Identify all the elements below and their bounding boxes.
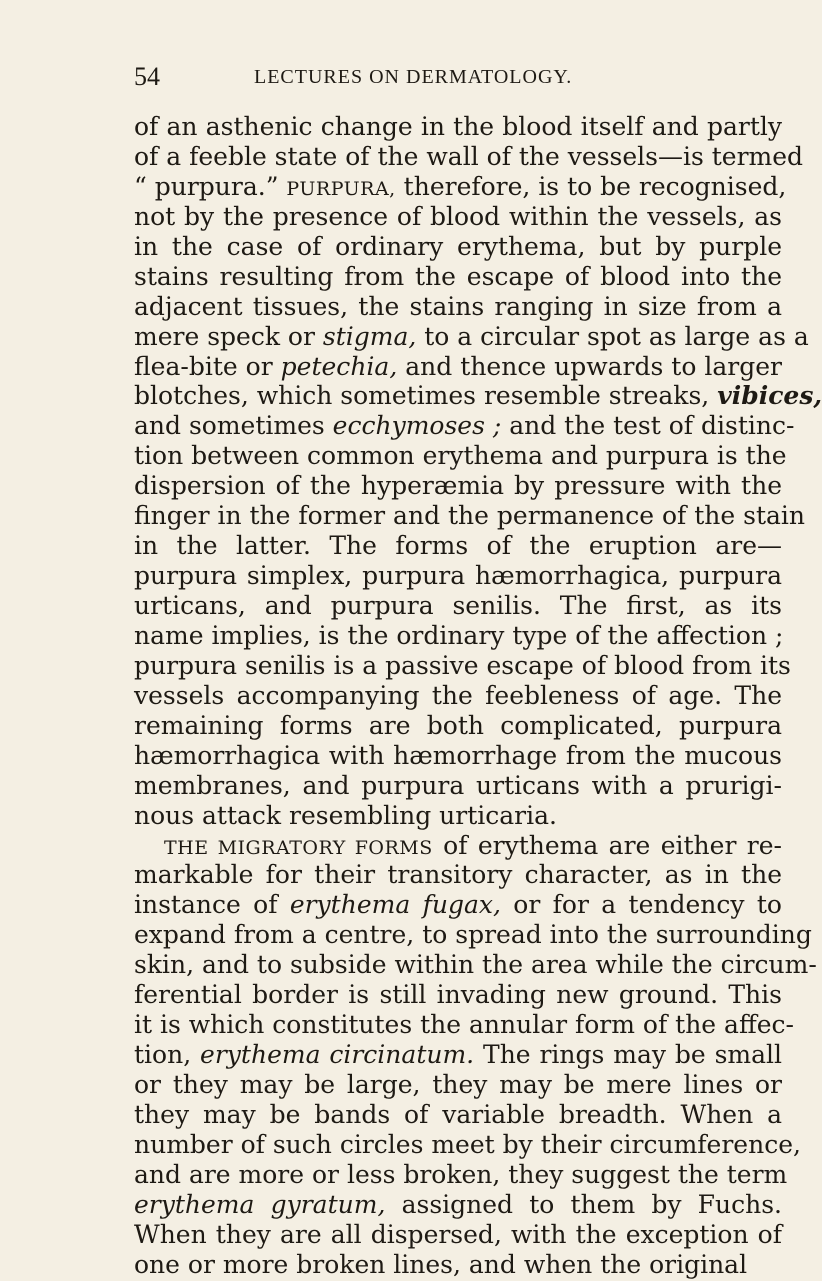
text-line — [134, 1010, 794, 1040]
line-text: hæmorrhagica with hæmorrhage from the mucous — [134, 740, 782, 770]
text-line — [134, 561, 782, 591]
line-text: they may be bands of variable breadth. When a — [134, 1099, 782, 1129]
line-text: purpura senilis is a passive escape of blood from its — [134, 650, 791, 680]
line-text: finger in the former and the permanence of the stain — [134, 501, 806, 531]
text-line — [134, 771, 782, 801]
text-line — [134, 681, 782, 711]
line-text: adjacent tissues, the stains ranging in size from a — [134, 291, 782, 321]
italic-term: stigma, — [322, 321, 417, 351]
text-line — [134, 1129, 801, 1160]
page-header — [134, 62, 692, 94]
italic-term: petechia, — [280, 351, 398, 381]
text-line — [134, 950, 817, 980]
text-line — [134, 171, 787, 202]
line-text: name implies, is the ordinary type of the affection ; — [134, 620, 784, 650]
line-text: instance of — [134, 890, 290, 920]
line-text: flea-bite or — [134, 351, 281, 381]
text-line — [134, 920, 812, 950]
line-text: urticans, and purpura senilis. The first, as its — [134, 591, 782, 620]
line-text: therefore, is to be recognised, — [395, 171, 787, 201]
line-text: number of such circles meet by their circumference, — [134, 1129, 801, 1159]
text-line — [134, 202, 782, 232]
running-head: LECTURES ON DERMATOLOGY. — [254, 66, 573, 88]
italic-term: erythema fugax, — [289, 890, 501, 920]
line-text: mere speck or — [134, 321, 323, 351]
line-text: dispersion of the hyperæmia by pressure with the — [134, 471, 782, 501]
line-text: in the case of ordinary erythema, but by purple — [134, 231, 782, 261]
text-line — [134, 292, 782, 322]
line-text: or for a tendency to — [500, 890, 782, 920]
text-line — [134, 980, 782, 1010]
text-line — [134, 801, 782, 831]
text-line — [134, 441, 787, 471]
line-text: ferential border is still invading new ground. This — [134, 980, 782, 1010]
line-text: of a feeble state of the wall of the vessels—is termed — [134, 141, 804, 171]
text-line — [134, 232, 782, 262]
text-line — [134, 1159, 788, 1190]
small-caps-term: PURPURA, — [286, 177, 396, 200]
bold-italic-term: vibices, — [717, 381, 822, 411]
line-text: and thence upwards to larger — [397, 351, 782, 381]
line-text: one or more broken lines, and when the original — [134, 1249, 748, 1279]
line-text: The rings may be small — [474, 1040, 783, 1070]
text-line — [134, 591, 782, 621]
text-line — [134, 890, 782, 920]
line-text: blotches, which sometimes resemble streaks, — [134, 381, 718, 411]
line-text: in the latter. The forms of the eruption are— — [134, 531, 782, 561]
text-line — [134, 1040, 782, 1070]
text-line — [134, 831, 782, 861]
line-text: and are more or less broken, they suggest the term — [134, 1159, 788, 1189]
line-text: markable for their transitory character, as in the — [134, 860, 782, 890]
text-line — [134, 1070, 782, 1100]
italic-term: ecchymoses ; — [332, 411, 502, 441]
text-line — [134, 141, 804, 172]
text-line — [134, 711, 782, 741]
line-text: vessels accompanying the feebleness of age. The — [134, 680, 782, 710]
line-text: not by the presence of blood within the vessels, as — [134, 201, 782, 231]
line-text: of erythema are either re- — [432, 830, 782, 860]
small-caps-term: THE MIGRATORY FORMS — [164, 836, 433, 859]
line-text: stains resulting from the escape of blood into the — [134, 261, 782, 291]
line-text: to a circular spot as large as a — [416, 321, 809, 351]
text-line — [134, 650, 791, 681]
line-text: expand from a centre, to spread into the surrounding — [134, 920, 812, 950]
line-text: nous attack resembling urticaria. — [134, 800, 557, 830]
line-text: or they may be large, they may be mere lines or — [134, 1070, 782, 1099]
text-line — [134, 531, 782, 561]
text-line — [134, 352, 782, 382]
text-line — [134, 860, 782, 890]
line-text: and sometimes — [134, 411, 333, 441]
line-text: it is which constitutes the annular form of the affec- — [134, 1010, 794, 1040]
text-line — [134, 741, 782, 771]
line-text: and the test of distinc- — [501, 411, 795, 441]
text-line — [134, 471, 782, 501]
text-line — [134, 1220, 782, 1250]
page-number: 54 — [134, 62, 160, 91]
italic-term: erythema circinatum. — [200, 1040, 475, 1070]
line-text: “ purpura.” — [134, 171, 287, 201]
line-text: tion between common erythema and purpura is the — [134, 441, 787, 471]
text-line — [134, 381, 822, 411]
text-line — [134, 501, 806, 531]
line-text: of an asthenic change in the blood itself and partly — [134, 112, 782, 141]
line-text: assigned to them by Fuchs. — [385, 1189, 782, 1219]
text-line — [134, 262, 782, 292]
italic-term: erythema gyratum, — [134, 1189, 386, 1219]
line-text: remaining forms are both complicated, purpura — [134, 710, 782, 740]
text-line — [134, 321, 809, 352]
line-text: When they are all dispersed, with the exception of — [134, 1219, 782, 1249]
line-text: tion, — [134, 1040, 201, 1070]
line-text: membranes, and purpura urticans with a prurigi- — [134, 770, 782, 800]
line-text: purpura simplex, purpura hæmorrhagica, purpura — [134, 561, 782, 591]
text-line — [134, 1190, 782, 1220]
text-line — [134, 1250, 782, 1280]
text-line — [134, 621, 782, 651]
text-line — [134, 1100, 782, 1130]
body-text — [134, 112, 822, 1280]
text-line — [134, 112, 782, 142]
text-line — [134, 411, 795, 441]
line-text: skin, and to subside within the area while the circum- — [134, 950, 817, 980]
